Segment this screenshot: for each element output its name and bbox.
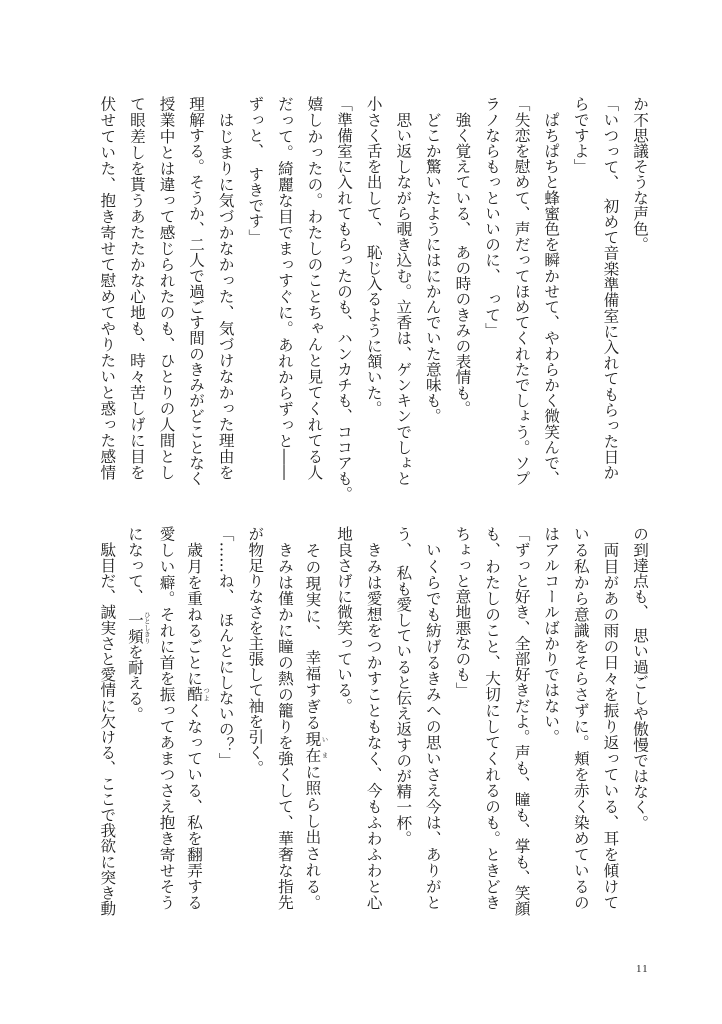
text-column (299, 526, 329, 910)
text-column (181, 526, 211, 910)
text-segment: 小さく舌を出して、 恥じ入るように頷いた。 (364, 96, 383, 416)
text-segment: いくらでも紡げるきみへの思いさえ今は、ありがと (423, 526, 442, 910)
text-segment: になって、 (125, 526, 144, 612)
text-segment: 「準備室に入れてもらったのも、ハンカチも、ココアも。 (335, 96, 354, 502)
text-column (92, 526, 122, 916)
text-column (328, 526, 358, 910)
text-segment: 「失恋を慰めて、声だってほめてくれたでしょう。ソプ (512, 96, 531, 486)
text-column (328, 96, 358, 502)
ruby-word (125, 611, 151, 644)
text-block-top (92, 96, 654, 502)
text-segment: 愛しい癖。それに首を振ってあまつさえ抱き寄せそう (157, 526, 176, 910)
text-segment: に照らし出される。 (303, 763, 322, 911)
text-segment: 伏せていた、抱き寄せて慰めてやりたいと惑った感情 (98, 96, 117, 480)
text-segment: ずっと、 すきです」 (246, 96, 265, 245)
text-column (595, 96, 625, 480)
text-segment: も、わたしのこと、大切にしてくれるのも。ときどき (483, 526, 502, 910)
text-segment: 両目があの雨の日々を振り返っている、耳を傾けて (601, 526, 620, 910)
ruby-base: 酷 (185, 686, 204, 703)
ruby-base: 現在 (303, 730, 322, 764)
text-block-bottom (92, 526, 654, 916)
text-segment: 「ずっと好き、全部好きだよ。声も、瞳も、掌も、笑顔 (512, 526, 531, 916)
text-column (536, 526, 566, 910)
text-column (151, 96, 181, 480)
text-segment: いる私から意識をそらさずに。頬を赤く染めているの (571, 526, 590, 910)
text-segment: が物足りなさを主張して袖を引く。 (246, 526, 265, 776)
text-column (121, 96, 151, 480)
text-column (447, 96, 477, 480)
text-segment: きみは僅かに瞳の熱の籠りを強くして、華奢な指先 (275, 526, 294, 910)
text-column (417, 96, 447, 480)
text-segment: 嬉しかったの。わたしのことちゃんと見てくれてる人 (305, 96, 324, 480)
text-column (447, 526, 477, 910)
text-segment: う、 私も愛していると伝え返すのが精一杯。 (394, 526, 413, 846)
text-segment: 思い返しながら覗き込む。立香は、ゲンキンでしょと (394, 96, 413, 486)
text-column (269, 96, 299, 480)
text-segment: ラノならもっといいのに、 って」 (483, 96, 502, 338)
text-segment: 駄目だ、誠実さと愛情に欠ける、ここで我欲に突き動 (98, 526, 117, 916)
text-segment: 「いつって、 初めて音楽準備室に入れてもらった日か (601, 96, 620, 480)
text-column (358, 526, 388, 910)
ruby-word (303, 730, 329, 764)
text-segment: だって。綺麗な目でまっすぐに。あれからずっと―― (275, 96, 294, 480)
text-column (624, 526, 654, 910)
text-segment: 理解する。そうか、二人で過ごす間のきみがどことなく (187, 96, 206, 486)
text-segment: て眼差しを貰うあたたかな心地も、時々苦しげに目を (127, 96, 146, 480)
text-segment: どこか驚いたようにはにかんでいた意味も。 (423, 96, 442, 424)
text-column (240, 96, 270, 480)
text-segment: その現実に、 幸福すぎる (303, 526, 322, 731)
text-column (388, 526, 418, 910)
text-segment: はじまりに気づかなかった、気づけなかった理由を (216, 96, 235, 480)
ruby-reading: ひとしきり (142, 611, 151, 644)
ruby-reading: いま (320, 730, 329, 763)
text-segment: を耐える。 (125, 643, 144, 722)
text-column (269, 526, 299, 910)
text-column (565, 96, 595, 480)
text-column (240, 526, 270, 910)
text-column (506, 96, 536, 486)
text-column (210, 96, 240, 480)
text-column (595, 526, 625, 910)
text-segment: 授業中とは違って感じられたのも、ひとりの人間とし (157, 96, 176, 480)
text-column (388, 96, 418, 486)
text-segment: 強く覚えている、 あの時のきみの表情も。 (453, 96, 472, 416)
text-column (181, 96, 211, 486)
text-column (92, 96, 122, 480)
text-segment: の到達点も、 思い過ごしや傲慢ではなく。 (631, 526, 649, 831)
text-column (476, 96, 506, 480)
ruby-word (185, 686, 211, 703)
text-segment: 歳月を重ねるごとに (185, 526, 204, 687)
text-column (299, 96, 329, 480)
page-number: 11 (636, 963, 649, 975)
text-segment: くなっている、私を翻弄する (185, 702, 204, 911)
text-column (151, 526, 181, 910)
text-column (476, 526, 506, 910)
ruby-reading: つよ (202, 686, 211, 702)
text-column (565, 526, 595, 910)
text-column (121, 526, 151, 910)
text-column (536, 96, 566, 486)
text-column (417, 526, 447, 910)
text-segment: はアルコールばかりではない。 (542, 526, 561, 745)
text-column (624, 96, 654, 480)
ruby-base: 一頻 (125, 611, 144, 644)
text-segment: きみは愛想をつかすこともなく、今もふわふわと心 (364, 526, 383, 910)
text-segment: ちょっと意地悪なのも」 (453, 526, 472, 698)
text-segment: か不思議そうな声色。 (631, 96, 649, 252)
text-segment: 「……ね、 ほんとにしないの？」 (216, 526, 235, 768)
text-segment: ぱちぱちと蜂蜜色を瞬かせて、やわらかく微笑んで、 (542, 96, 561, 486)
text-column (210, 526, 240, 910)
text-segment: 地良さげに微笑っている。 (335, 526, 354, 714)
text-column (358, 96, 388, 480)
text-segment: らですよ」 (571, 96, 590, 174)
text-column (506, 526, 536, 916)
